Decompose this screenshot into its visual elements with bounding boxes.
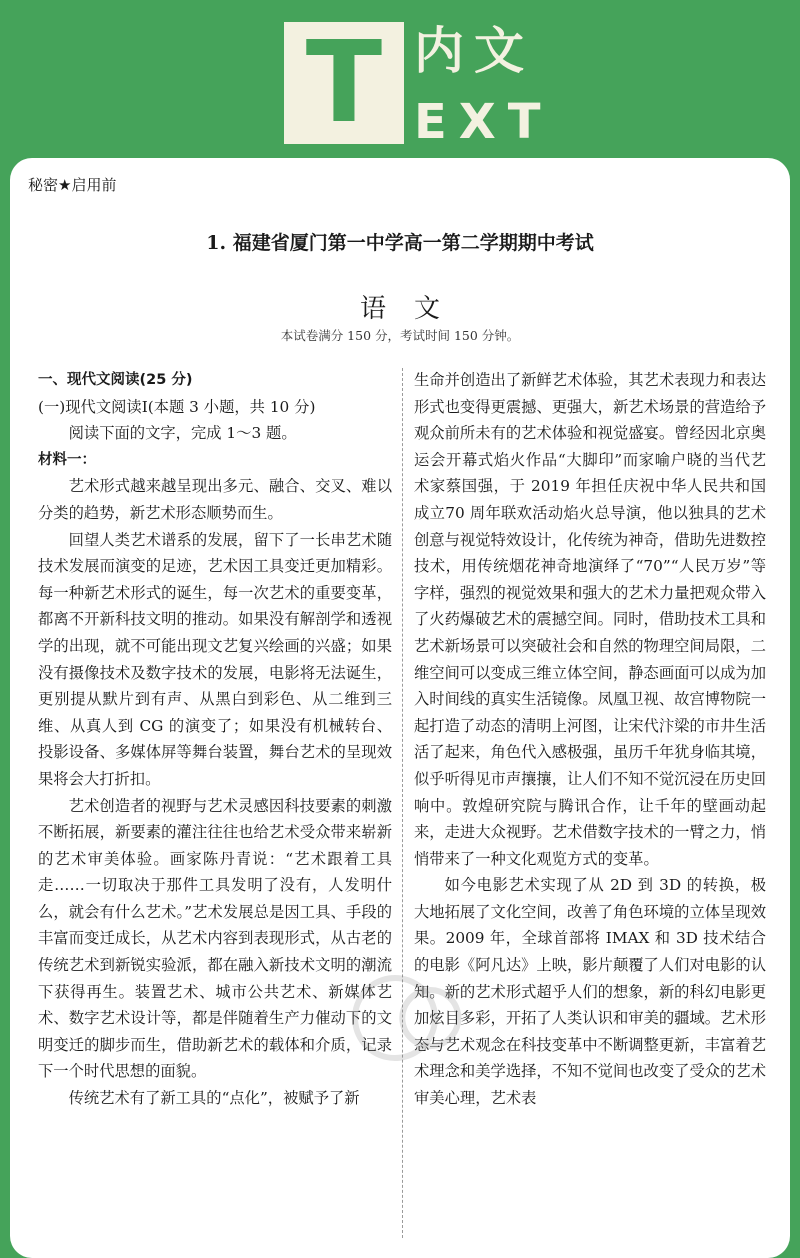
paragraph: 回望人类艺术谱系的发展，留下了一长串艺术随技术发展而演变的足迹，艺术因工具变迁更加精彩。每一种新艺术形式的诞生，每一次艺术的重要变革，都离不开新科技文明的推动。如果没有解剖学和透视学的出现，就不可能出现文艺复兴绘画的兴盛；如果没有摄像技术及数字技术的发展，电影将无法诞生，更别提从默片到有声、从黑白到彩色、从二维到三维、从真人到 CG 的演变了；如果没有机械转台、投影设备、多媒体屏等舞台装置，舞台艺术的呈现效果将会大打折扣。 — [38, 530, 392, 788]
logo-t-letter: T — [305, 18, 383, 148]
section-heading: 一、现代文阅读(25 分) — [38, 372, 193, 388]
column-divider — [402, 368, 403, 1238]
paragraph: 艺术创造者的视野与艺术灵感因科技要素的刺激不断拓展，新要素的灌注往往也给艺术受众带来崭新的艺术审美体验。画家陈丹青说：“艺术跟着工具走……一切取决于那件工具发明了没有，人发明什么，就会有什么艺术。”艺术发展总是因工具、手段的丰富而变迁成长，从艺术内容到表现形式，从古老的传统艺术到新锐实验派，都在融入新技术文明的潮流下获得再生。装置艺术、城市公共艺术、新媒体艺术、数字艺术设计等，都是伴随着生产力催动下的文明变迁的脚步而生，借助新艺术的载体和介质，记录下一个时代思想的面貌。 — [38, 796, 392, 1081]
exam-note: 本试卷满分 150 分，考试时间 150 分钟。 — [280, 328, 520, 343]
instruction: 阅读下面的文字，完成 1～3 题。 — [68, 424, 297, 443]
left-column — [38, 367, 392, 1112]
paragraph: 传统艺术有了新工具的“点化”，被赋予了新 — [68, 1089, 360, 1108]
subject-title: 语文 — [359, 294, 468, 324]
subsection-heading: (一)现代文阅读Ⅰ(本题 3 小题，共 10 分) — [38, 397, 316, 416]
exam-title: 1. 福建省厦门第一中学高一第二学期期中考试 — [206, 232, 594, 254]
right-column — [414, 367, 766, 1112]
secret-label: 秘密★启用前 — [28, 176, 117, 194]
header-banner — [0, 0, 800, 170]
paragraph: 如今电影艺术实现了从 2D 到 3D 的转换，极大地拓展了文化空间，改善了角色环境的立体呈现效果。2009 年，全球首部将 IMAX 和 3D 技术结合的电影《阿凡达》上映，影片颠覆了人们对电影的认知。新的艺术形式超乎人们的想象，新的科幻电影更加炫目多彩，开拓了人类认识和审美的疆域。艺术形态与艺术观念在科技变革中不断调整更新，丰富着艺术理念和美学选择，不知不觉间也改变了受众的艺术审美心理，艺术表 — [414, 876, 766, 1108]
logo-t-box — [284, 18, 404, 148]
material-heading: 材料一： — [38, 451, 96, 468]
paragraph: 生命并创造出了新鲜艺术体验，其艺术表现力和表达形式也变得更震撼、更强大，新艺术场景的营造给予观众前所未有的艺术体验和视觉盛宴。曾经因北京奥运会开幕式焰火作品“大脚印”而家喻户晓的当代艺术家蔡国强，于 2019 年担任庆祝中华人民共和国成立70 周年联欢活动焰火总导演，他以独具的艺术创意与视觉特效设计，化传统为神奇，借助先进数控技术，用传统烟花神奇地演绎了“70”“人民万岁”等字样，强烈的视觉效果和强大的艺术力量把观众带入了火药爆破艺术的震撼空间。同时，借助技术工具和艺术新场景可以突破社会和自然的物理空间局限，二维空间可以变成三维立体空间，静态画面可以成为加入时间线的真实生活镜像。凤凰卫视、故宫博物院一起打造了动态的清明上河图，让宋代汴梁的市井生活活了起来，角色代入感极强，虽历千年犹身临其境，似乎听得见市声攘攘，让人们不知不觉沉浸在历史回响中。敦煌研究院与腾讯合作，让千年的壁画动起来，走进大众视野。艺术借数字技术的一臂之力，悄悄带来了一种文化观览方式的变革。 — [414, 371, 766, 868]
banner-title-cn: 内文 — [414, 22, 534, 80]
banner-title-en: EXT — [414, 94, 553, 150]
paragraph: 艺术形式越来越呈现出多元、融合、交叉、难以分类的趋势，新艺术形态顺势而生。 — [38, 477, 392, 522]
